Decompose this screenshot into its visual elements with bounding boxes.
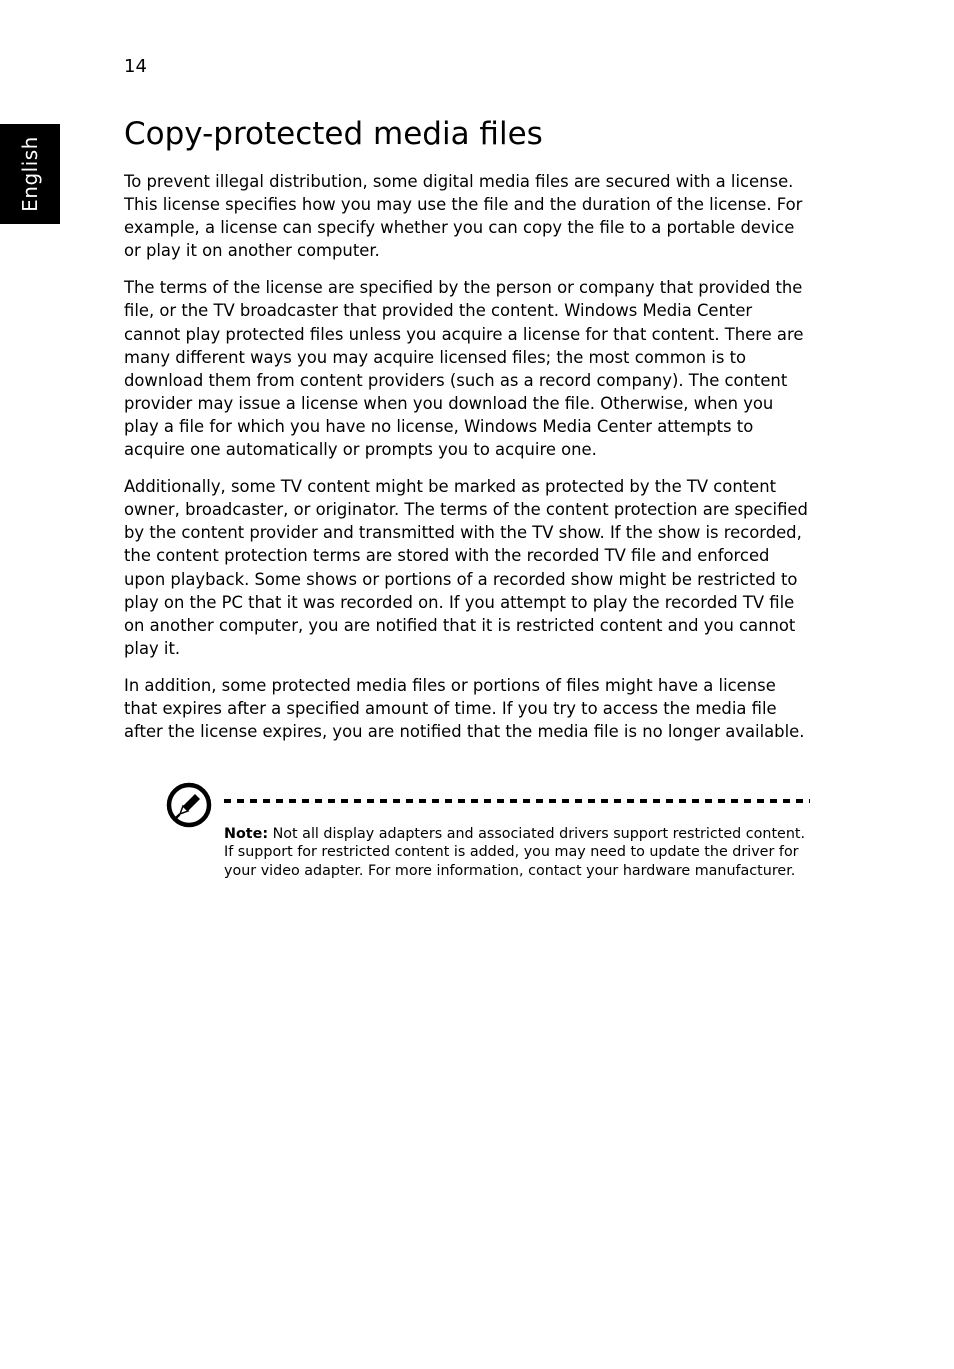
paragraph-license-terms: The terms of the license are specified by the person or company that provided the file, or the TV broadcaster that provided the content. Windows Media Center cannot play protected files unless you acquire a license for that content. There are many different ways you may acquire licensed files; the most common is to download them from content providers (such as a record company). The content provider may issue a license when you download the file. Otherwise, when you play a file for which you have no license, Windows Media Center attempts to acquire one automatically or prompts you to acquire one. (124, 278, 804, 460)
note-body: Not all display adapters and associated drivers support restricted content. If support for restricted content is added, you may need to update the driver for your video adapter. For more information, contact your hardware manufacturer. (224, 826, 806, 879)
note-divider (224, 799, 810, 803)
language-tab (0, 124, 60, 224)
body-text (124, 170, 808, 757)
note-text (224, 825, 810, 880)
page-title: Copy-protected media files (124, 116, 543, 152)
paragraph-license-expiry: In addition, some protected media files or portions of files might have a license that expires after a specified amount of time. If you try to access the media file after the license expires, you are notified that the media file is no longer available. (124, 675, 805, 742)
page-number: 14 (124, 56, 147, 77)
paragraph-license-intro: To prevent illegal distribution, some digital media files are secured with a license. This license specifies how you may use the file and the duration of the license. For example, a license can specify whether you can copy the file to a portable device or play it on another computer. (124, 172, 803, 261)
paragraph-tv-content: Additionally, some TV content might be marked as protected by the TV content owner, broadcaster, or originator. The terms of the content protection are specified by the content provider and transmitted with the TV show. If the show is recorded, the content protection terms are stored with the recorded TV file and enforced upon playback. Some shows or portions of a recorded show might be restricted to play on the PC that it was recorded on. If you attempt to play the recorded TV file on another computer, you are notified that it is restricted content and you cannot play it. (124, 477, 808, 658)
language-tab-label: English (18, 136, 42, 212)
note-label: Note: (224, 826, 269, 842)
note-pen-icon (166, 782, 212, 828)
